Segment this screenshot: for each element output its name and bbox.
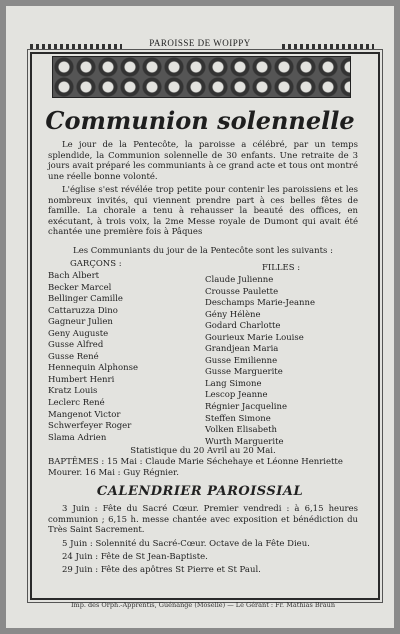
calendar-entry: 3 Juin : Fête du Sacré Cœur. Premier vendredi : à 6,15 heures communion ; 6,15 h. messe chantée avec exposition et bénédiction du Très Saint Sacrement. <box>48 504 358 535</box>
boy-name: Gusse René <box>48 351 99 362</box>
baptisms-line: BAPTÊMES : 15 Mai : Claude Marie Séchehaye et Léonne Henriette Mourer. 16 Mai : Guy Régnier. <box>48 457 343 478</box>
calendar-entry: 5 Juin : Solennité du Sacré-Cœur. Octave de la Fête Dieu. <box>62 539 310 549</box>
boy-name: Becker Marcel <box>48 282 112 293</box>
girl-name: Claude Julienne <box>205 275 274 285</box>
boy-name: Hennequin Alphonse <box>48 363 138 374</box>
girl-name: Deschamps Marie-Jeanne <box>205 298 316 309</box>
girl-name: Steffen Simone <box>205 413 271 424</box>
girl-name: Grandjean Maria <box>205 344 279 355</box>
girl-name: Volken Elisabeth <box>205 425 277 436</box>
boy-name: Slama Adrien <box>48 432 107 443</box>
girls-list <box>205 275 315 448</box>
intro-paragraph-1: Le jour de la Pentecôte, la paroisse a célébré, par un temps splendide, la Communion solennelle de 30 enfants. Une retraite de 3 jours avait préparé les communiants à ce grand acte et tous ont montré une réelle bonne volonté. <box>48 140 358 182</box>
page-title: Communion solennelle <box>45 106 355 135</box>
calendar-title: CALENDRIER PAROISSIAL <box>96 484 304 499</box>
parish-header: PAROISSE DE WOIPPY <box>149 38 251 48</box>
boy-name: Cattaruzza Dino <box>48 305 118 316</box>
girl-name: Crousse Paulette <box>205 286 279 297</box>
boys-heading: GARÇONS : <box>70 259 122 269</box>
girl-name: Lescop Jeanne <box>205 390 268 401</box>
boy-name: Gusse Alfred <box>48 340 104 351</box>
boy-name: Bellinger Camille <box>48 294 123 305</box>
boy-name: Geny Auguste <box>48 328 109 339</box>
boy-name: Kratz Louis <box>48 386 98 397</box>
boy-name: Leclerc René <box>48 398 105 409</box>
boys-list <box>48 271 138 444</box>
intro-paragraph-2: L'église s'est révélée trop petite pour contenir les paroissiens et les nombreux invités, qui viennent prendre part à ces belles fêtes de famille. La chorale a tenu à rehausser la beauté des offices, en exécutant, à trois voix, la 2me Messe royale de Dumont qui avait été chantée une première fois à Pâques <box>48 185 358 237</box>
printer-footer: Imp. des Orph.-Apprentis, Guénange (Moselle) — Le Gérant : Fr. Mathias Braun <box>70 601 336 609</box>
calendar-entry: 29 Juin : Fête des apôtres St Pierre et St Paul. <box>62 565 261 575</box>
girl-name: Gusse Emilienne <box>205 355 278 366</box>
girl-name: Régnier Jacqueline <box>205 402 287 413</box>
girl-name: Godard Charlotte <box>205 321 281 332</box>
boy-name: Gagneur Julien <box>48 317 113 328</box>
statistics-line: Statistique du 20 Avril au 20 Mai. <box>130 446 276 456</box>
girls-heading: FILLES : <box>262 263 301 273</box>
boy-name: Humbert Henri <box>48 374 115 385</box>
girl-name: Gény Hélène <box>205 309 261 320</box>
boy-name: Mangenot Victor <box>48 409 121 420</box>
boy-name: Schwerfeyer Roger <box>48 421 132 432</box>
boy-name: Bach Albert <box>48 271 100 281</box>
girl-name: Gourieux Marie Louise <box>205 332 304 343</box>
communicants-heading: Les Communiants du jour de la Pentecôte sont les suivants : <box>73 246 333 256</box>
floral-ornament-band <box>52 56 351 98</box>
calendar-entry: 24 Juin : Fête de St Jean-Baptiste. <box>62 552 208 562</box>
girl-name: Gusse Marguerite <box>205 367 283 378</box>
girl-name: Wurth Marguerite <box>205 436 284 447</box>
girl-name: Lang Simone <box>205 378 262 389</box>
